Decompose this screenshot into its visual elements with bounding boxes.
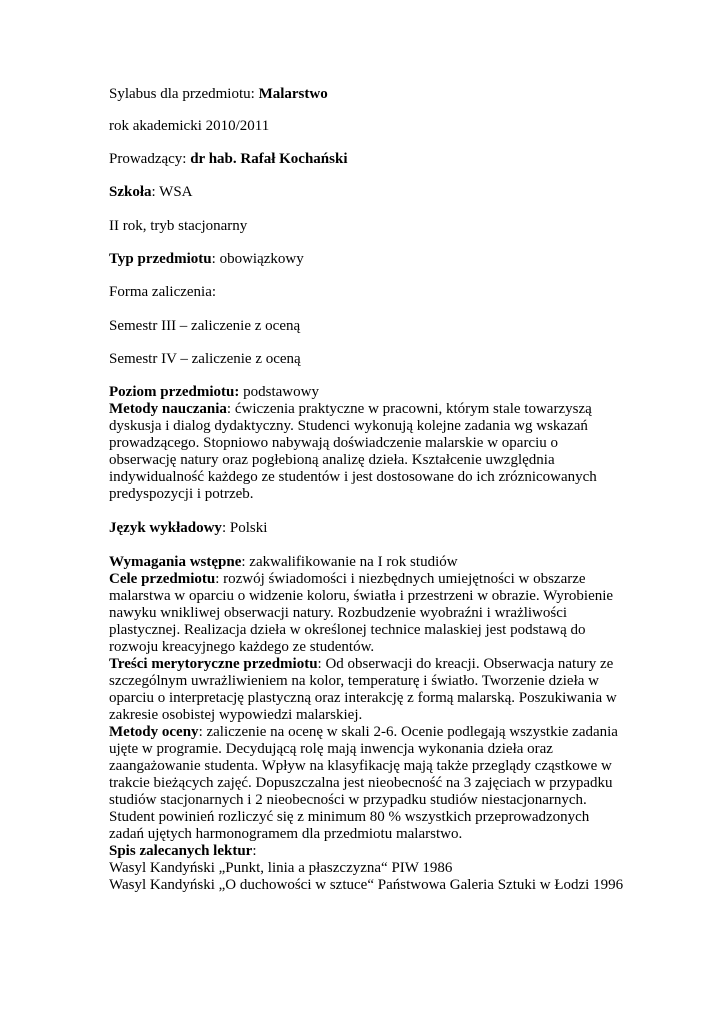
language-label: Język wykładowy (109, 520, 222, 536)
level-value: podstawowy (239, 384, 319, 400)
semester-4: Semestr IV – zaliczenie z oceną (109, 351, 301, 367)
objectives-line: rozwoju kreacyjnego każdego ze studentów. (109, 639, 375, 655)
completion-form: Forma zaliczenia: (109, 284, 217, 300)
teaching-methods-line: predyspozycji i potrzeb. (109, 486, 254, 502)
reading-item: Wasyl Kandyński „O duchowości w sztuce“ Państwowa Galeria Sztuki w Łodzi 1996 (109, 877, 624, 893)
text-line: : Od obserwacji do kreacji. Obserwacja natury ze (317, 656, 614, 672)
syllabus-prefix: Sylabus dla przedmiotu: (109, 86, 259, 102)
school-label: Szkoła (109, 184, 152, 200)
content-line: szczególnym uwrażliwieniem na kolor, temperaturę i światło. Tworzenie dzieła w (109, 673, 599, 689)
assessment-line: Student powinień rozliczyć się z minimum 80 % wszystkich przeprowadzonych (109, 809, 590, 825)
objectives-line: malarstwa w oparciu o widzenie koloru, światła i przestrzeni w obrazie. Wyrobienie (109, 588, 614, 604)
prerequisites (109, 554, 684, 571)
text-line: : (252, 843, 257, 859)
school-value: : WSA (151, 184, 193, 200)
assessment-line (109, 724, 684, 741)
content-line: zakresie osobistej wypowiedzi malarskiej. (109, 707, 363, 723)
subject-level (109, 384, 684, 401)
language (109, 520, 684, 537)
objectives-line: plastycznej. Realizacja dzieła w określonej technice malaskiej jest podstawą do (109, 622, 586, 638)
lecturer-name: dr hab. Rafał Kochański (190, 151, 348, 167)
text-line: : ćwiczenia praktyczne w pracowni, którym stale towarzyszą (226, 401, 592, 417)
assessment-line: trakcie bieżących zajęć. Dopuszczalna jest nieobecność na 3 zajęciach w przypadku (109, 775, 613, 791)
type-value: : obowiązkowy (211, 251, 304, 267)
year-mode: II rok, tryb stacjonarny (109, 218, 248, 234)
teaching-methods-label: Metody nauczania (109, 401, 227, 417)
type-label: Typ przedmiotu (109, 251, 212, 267)
semester-3: Semestr III – zaliczenie z oceną (109, 318, 301, 334)
content-label: Treści merytoryczne przedmiotu (109, 656, 318, 672)
objectives-line: nawyku wnikliwej obserwacji natury. Rozbudzenie wyobraźni i wrażliwości (109, 605, 568, 621)
subject-type (109, 251, 684, 268)
readings-heading (109, 843, 684, 860)
content-line: oparciu o interpretację plastyczną oraz interakcję z formą malarską. Poszukiwania w (109, 690, 617, 706)
content-section (109, 656, 684, 724)
teaching-methods-line: obserwację natury oraz pogłebioną analizę dzieła. Kształcenie uwzględnia (109, 452, 555, 468)
objectives-section (109, 571, 684, 656)
school (109, 184, 684, 201)
assessment-line: studiów stacjonarnych i 2 nieobecności w przypadku studiów niestacjonarnych. (109, 792, 587, 808)
level-label: Poziom przedmiotu: (109, 384, 240, 400)
teaching-methods-line: dyskusja i dialog dydaktyczny. Studenci wykonują kolejne zadania wg wskazań (109, 418, 588, 434)
teaching-methods-section (109, 401, 684, 503)
assessment-line: ujęte w programie. Decydującą rolę mają inwencja wykonania dzieła oraz (109, 741, 553, 757)
teaching-methods-line: prowadzącego. Stopniowo nabywają doświadczenie malarskie w oparciu o (109, 435, 559, 451)
lecturer (109, 151, 684, 168)
assessment-section (109, 724, 684, 843)
assessment-label: Metody oceny (109, 724, 199, 740)
syllabus-subject: Malarstwo (258, 86, 328, 102)
syllabus-title (109, 86, 684, 103)
teaching-methods-line: indywidualność każdego ze studentów i jest dostosowane do ich zróznicowanych (109, 469, 597, 485)
prerequisites-label: Wymagania wstępne (109, 554, 242, 570)
lecturer-label: Prowadzący: (109, 151, 191, 167)
assessment-line: zaangażowanie studenta. Wpływ na klasyfikację mają także przeglądy cząstkowe w (109, 758, 612, 774)
assessment-line: zadań ujętych harmonogramem dla przedmiotu malarstwo. (109, 826, 463, 842)
content-line (109, 656, 684, 673)
prerequisites-value: : zakwalifikowanie na I rok studiów (241, 554, 458, 570)
objectives-label: Cele przedmiotu (109, 571, 216, 587)
text-line: : rozwój świadomości i niezbędnych umiejętności w obszarze (215, 571, 586, 587)
teaching-methods-line (109, 401, 684, 418)
objectives-line (109, 571, 684, 588)
readings-label: Spis zalecanych lektur (109, 843, 253, 859)
readings-section (109, 843, 684, 894)
academic-year: rok akademicki 2010/2011 (109, 118, 270, 134)
language-value: : Polski (221, 520, 268, 536)
text-line: : zaliczenie na ocenę w skali 2-6. Ocenie podlegają wszystkie zadania (198, 724, 618, 740)
reading-item: Wasyl Kandyński „Punkt, linia a płaszczyzna“ PIW 1986 (109, 860, 453, 876)
